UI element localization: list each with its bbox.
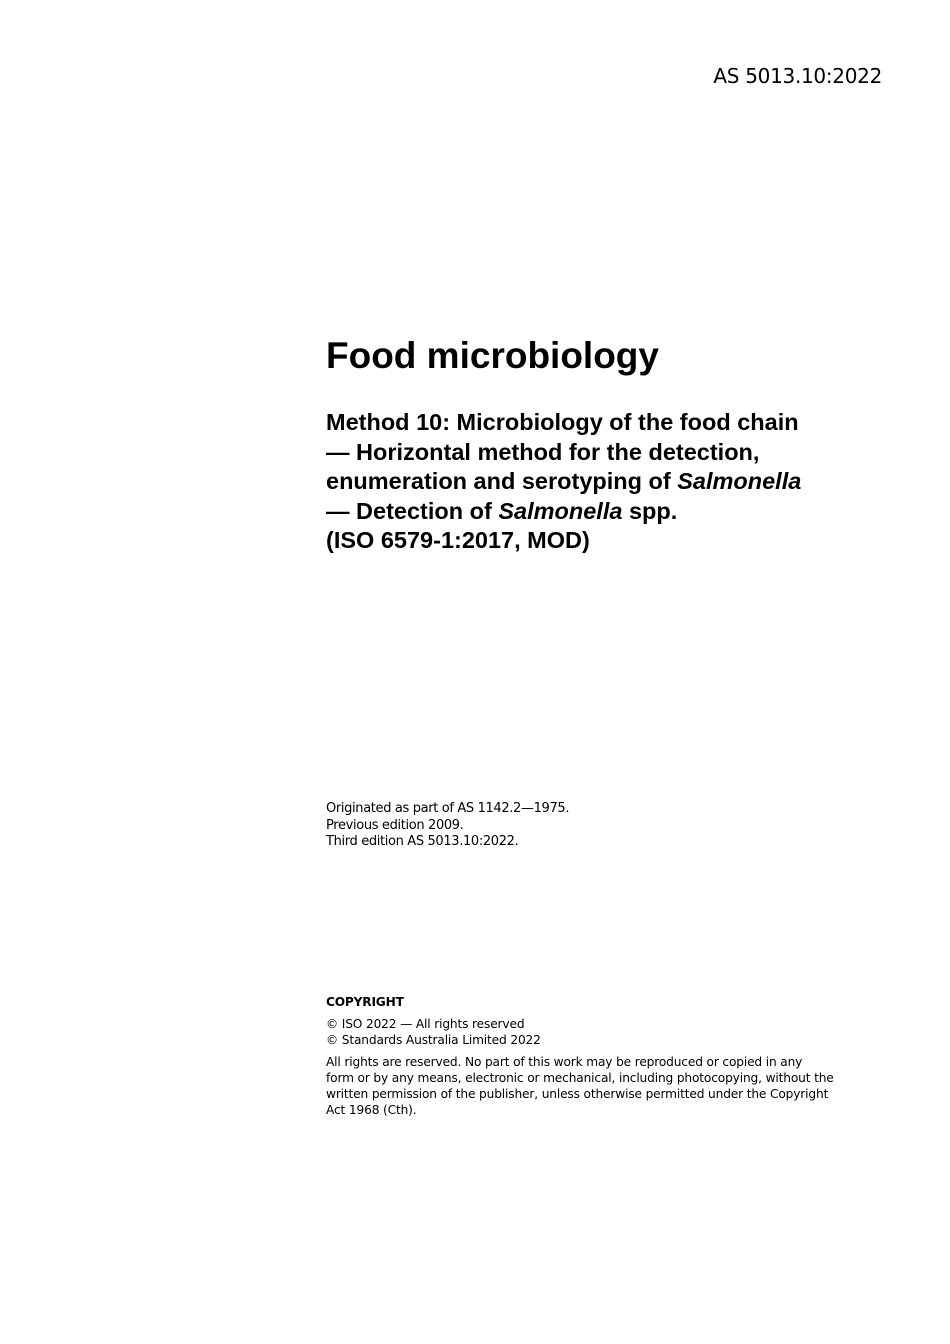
copyright-notice-line: All rights are reserved. No part of this work may be reproduced or copied in any [326, 1055, 803, 1069]
subtitle-line-3-text: enumeration and serotyping of [326, 468, 678, 495]
copyright-notice-line: Act 1968 (Cth). [326, 1103, 417, 1117]
edition-current: Third edition AS 5013.10:2022. [326, 834, 519, 849]
subtitle-line-1: Method 10: Microbiology of the food chain [326, 409, 799, 435]
document-title: Food microbiology [326, 335, 659, 376]
subtitle-line-4-text: — Detection of [326, 497, 499, 524]
subtitle-line-3-genus: Salmonella [677, 468, 802, 495]
subtitle-line-3 [326, 467, 886, 497]
copyright-notice [326, 1054, 866, 1118]
document-number: AS 5013.10:2022 [713, 64, 882, 88]
subtitle-line-5: (ISO 6579-1:2017, MOD) [326, 527, 590, 554]
subtitle-line-4 [326, 497, 886, 527]
copyright-block [326, 994, 866, 1118]
edition-history [326, 801, 569, 851]
copyright-notice-line: written permission of the publisher, unless otherwise permitted under the Copyright [326, 1087, 829, 1101]
copyright-notice-line: form or by any means, electronic or mechanical, including photocopying, without the [326, 1071, 834, 1085]
subtitle-line-4-suffix: spp. [622, 497, 678, 524]
copyright-iso: © ISO 2022 — All rights reserved [326, 1017, 525, 1031]
copyright-heading: COPYRIGHT [326, 995, 404, 1009]
subtitle-line-2: — Horizontal method for the detection, [326, 438, 760, 465]
subtitle-line-4-genus: Salmonella [498, 497, 623, 524]
document-subtitle [326, 408, 886, 556]
copyright-standards-australia: © Standards Australia Limited 2022 [326, 1033, 541, 1047]
edition-originated: Originated as part of AS 1142.2—1975. [326, 801, 570, 816]
edition-previous: Previous edition 2009. [326, 817, 464, 833]
